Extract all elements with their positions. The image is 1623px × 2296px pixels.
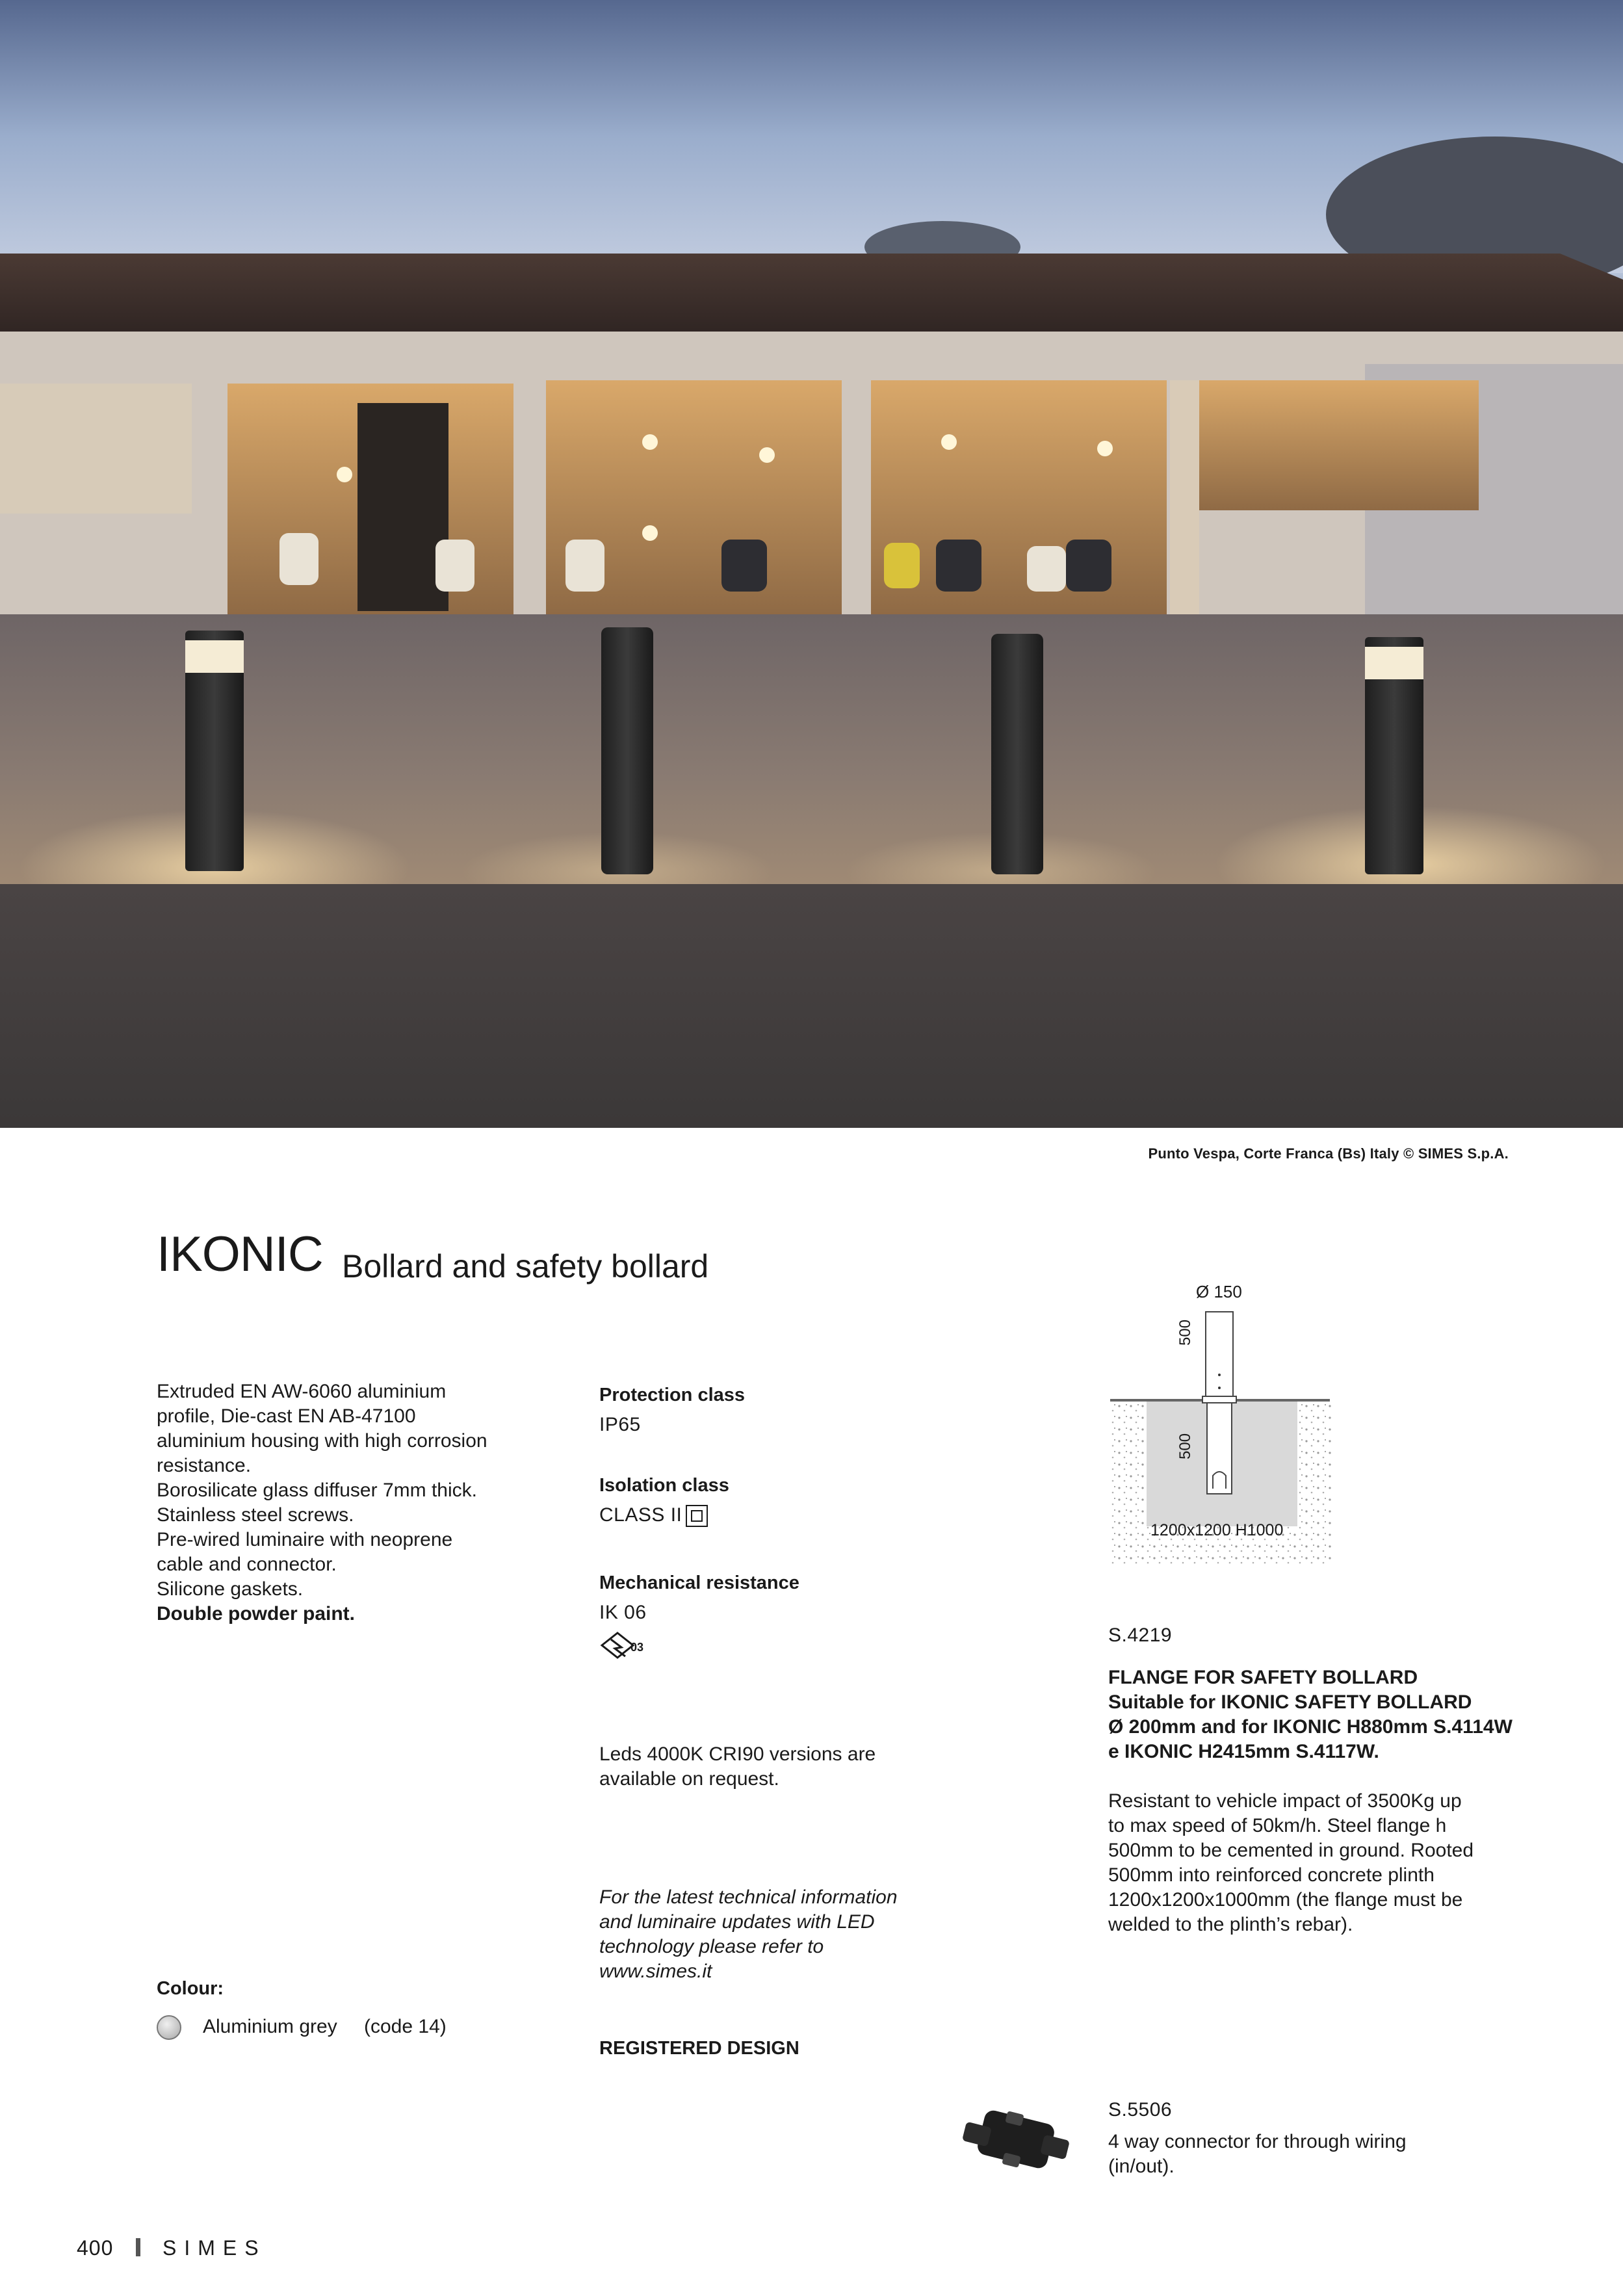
description-line: aluminium housing with high corrosion	[157, 1430, 487, 1452]
description-line: cable and connector.	[157, 1554, 337, 1575]
flange-description	[1108, 1789, 1474, 1937]
colour-swatch	[157, 2015, 181, 2040]
isolation-class-value	[599, 1502, 708, 1528]
diagram-height-above: 500	[1176, 1319, 1194, 1346]
connector-description	[1108, 2130, 1407, 2179]
footer-brand: SIMES	[162, 2236, 266, 2260]
flange-code: S.4219	[1108, 1624, 1173, 1646]
description-line: Silicone gaskets.	[157, 1578, 304, 1600]
protection-class-label: Protection class	[599, 1385, 746, 1405]
latest-info-note	[599, 1885, 898, 1984]
flange-title-line: Suitable for IKONIC SAFETY BOLLARD	[1108, 1691, 1472, 1713]
flange-desc-line: 500mm to be cemented in ground. Rooted	[1108, 1840, 1474, 1861]
flange-desc-line: to max speed of 50km/h. Steel flange h	[1108, 1815, 1447, 1836]
product-description	[157, 1379, 573, 1626]
flange-title	[1108, 1665, 1513, 1764]
mechanical-resistance-value: IK 06	[599, 1602, 647, 1623]
latest-info-link[interactable]: www.simes.it	[599, 1961, 712, 1982]
registered-design: REGISTERED DESIGN	[599, 2038, 799, 2059]
colour-label: Colour:	[157, 1978, 224, 1999]
description-line: resistance.	[157, 1455, 252, 1476]
flange-desc-line: welded to the plinth’s rebar).	[1108, 1914, 1353, 1935]
colour-name: Aluminium grey	[203, 2016, 337, 2037]
connector-desc-line: (in/out).	[1108, 2156, 1175, 2177]
class-ii-icon	[686, 1505, 708, 1527]
hero-photo	[0, 0, 1623, 1128]
isolation-class-label: Isolation class	[599, 1475, 729, 1496]
latest-info-line: and luminaire updates with LED	[599, 1911, 875, 1933]
flange-desc-line: 500mm into reinforced concrete plinth	[1108, 1864, 1435, 1886]
diagram-plinth: 1200x1200 H1000	[1150, 1521, 1284, 1539]
description-line: Stainless steel screws.	[157, 1504, 354, 1526]
leds-note	[599, 1742, 876, 1792]
connector-desc-line: 4 way connector for through wiring	[1108, 2131, 1407, 2152]
flange-desc-line: 1200x1200x1000mm (the flange must be	[1108, 1889, 1463, 1911]
flange-title-line: e IKONIC H2415mm S.4117W.	[1108, 1741, 1379, 1762]
description-line: profile, Die-cast EN AB-47100	[157, 1405, 416, 1427]
leds-note-line: available on request.	[599, 1768, 779, 1790]
colour-code: (code 14)	[364, 2016, 447, 2037]
flange-title-line: FLANGE FOR SAFETY BOLLARD	[1108, 1667, 1418, 1688]
protection-class-value: IP65	[599, 1414, 641, 1435]
ik-impact-icon	[599, 1630, 646, 1660]
flange-desc-line: Resistant to vehicle impact of 3500Kg up	[1108, 1790, 1462, 1812]
flange-title-line: Ø 200mm and for IKONIC H880mm S.4114W	[1108, 1716, 1513, 1738]
product-name: IKONIC	[157, 1227, 323, 1282]
description-line: Borosilicate glass diffuser 7mm thick.	[157, 1480, 477, 1501]
ik-badge-text: 03	[630, 1641, 644, 1654]
mechanical-resistance-label: Mechanical resistance	[599, 1572, 799, 1593]
photo-caption: Punto Vespa, Corte Franca (Bs) Italy © SIMES S.p.A.	[1148, 1145, 1509, 1162]
description-line: Pre-wired luminaire with neoprene	[157, 1529, 453, 1550]
connector-code: S.5506	[1108, 2099, 1173, 2120]
latest-info-line: technology please refer to	[599, 1936, 824, 1957]
building-night-scene	[0, 0, 1623, 1128]
connector-image	[961, 2098, 1071, 2184]
product-subtitle: Bollard and safety bollard	[342, 1248, 709, 1285]
page-number: 400	[77, 2236, 114, 2260]
installation-diagram	[1105, 1274, 1339, 1599]
footer-divider	[136, 2238, 140, 2256]
diagram-height-below: 500	[1176, 1433, 1194, 1459]
leds-note-line: Leds 4000K CRI90 versions are	[599, 1743, 876, 1765]
diagram-diameter: Ø 150	[1196, 1282, 1242, 1301]
description-line: Extruded EN AW-6060 aluminium	[157, 1381, 447, 1402]
description-bold-line: Double powder paint.	[157, 1603, 355, 1624]
latest-info-line: For the latest technical information	[599, 1886, 898, 1908]
isolation-class-text: CLASS II	[599, 1504, 682, 1526]
